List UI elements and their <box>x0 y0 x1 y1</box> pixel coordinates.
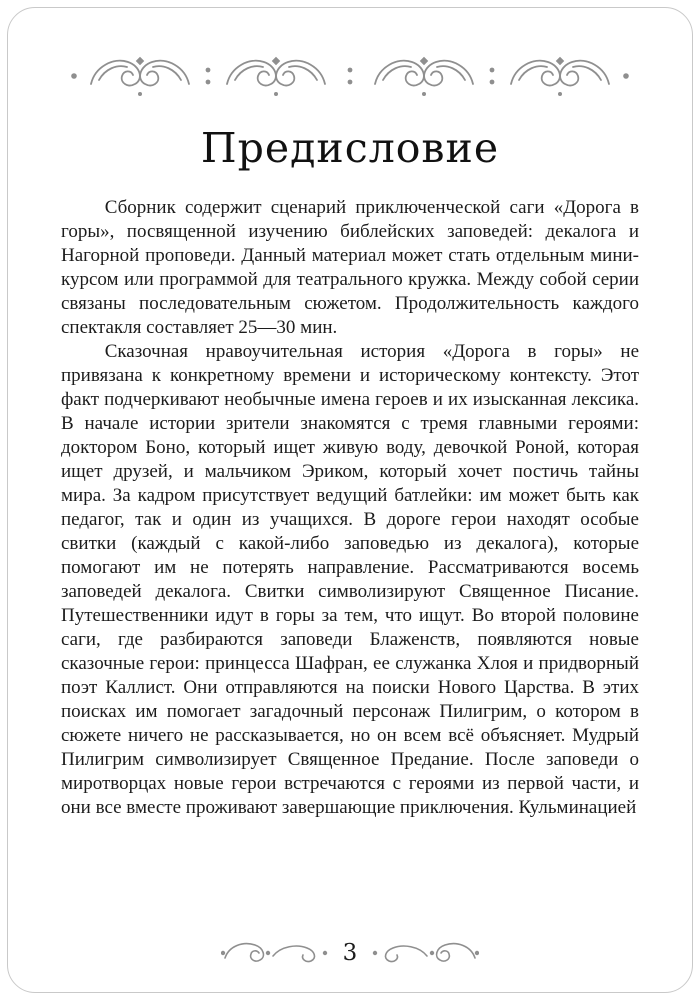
floral-flourish-right-icon <box>371 938 479 968</box>
preface-text <box>61 196 639 820</box>
paragraph: Сказочная нравоучительная история «Дорога в горы» не привязана к конкретному времени и историческому контексту. Этот факт подчеркивают необычные имена героев и их изысканная лексика. В начале истории зрители знакомятся с тремя главными героями: доктором Боно, который ищет живую воду, девочкой Роной, которая ищет друзей, и мальчиком Эриком, который хочет постичь тайны мира. За кадром присутствует ведущий батлейки: им может быть как педагог, так и один из учащихся. В дороге герои находят особые свитки (каждый с какой-либо заповедью из декалога), которые помогают им не потерять направление. Рассматриваются восемь заповедей декалога. Свитки символизируют Священное Писание. Путешественники идут в горы за тем, что ищут. Во второй половине саги, где разбираются заповеди Блаженств, появляются новые сказочные герои: принцесса Шафран, ее служанка Хлоя и придворный поэт Каллист. Они отправляются на поиски Нового Царства. В этих поисках им помогает загадочный персонаж Пилигрим, о котором в сюжете ничего не рассказывается, но он всем всё объясняет. Мудрый Пилигрим символизирует Священное Предание. После заповеди о миротворцах новые герои встречаются с героями из первой части, и они все вместе проживают завершающие приключения. Кульминацией <box>61 341 639 818</box>
floral-flourish-top-icon <box>66 52 634 102</box>
page-number: 3 <box>342 940 358 966</box>
page-title: Предисловие <box>200 124 500 172</box>
paragraph: Сборник содержит сценарий приключенческой саги «Дорога в горы», посвященной изучению библейских заповедей: декалога и Нагорной проповеди. Данный материал может стать отдельным мини-курсом или программой для театрального кружка. Между собой серии связаны последовательным сюжетом. Продолжительность каждого спектакля составляет 25—30 мин. <box>61 197 639 338</box>
page-footer <box>0 938 700 968</box>
floral-flourish-left-icon <box>221 938 329 968</box>
